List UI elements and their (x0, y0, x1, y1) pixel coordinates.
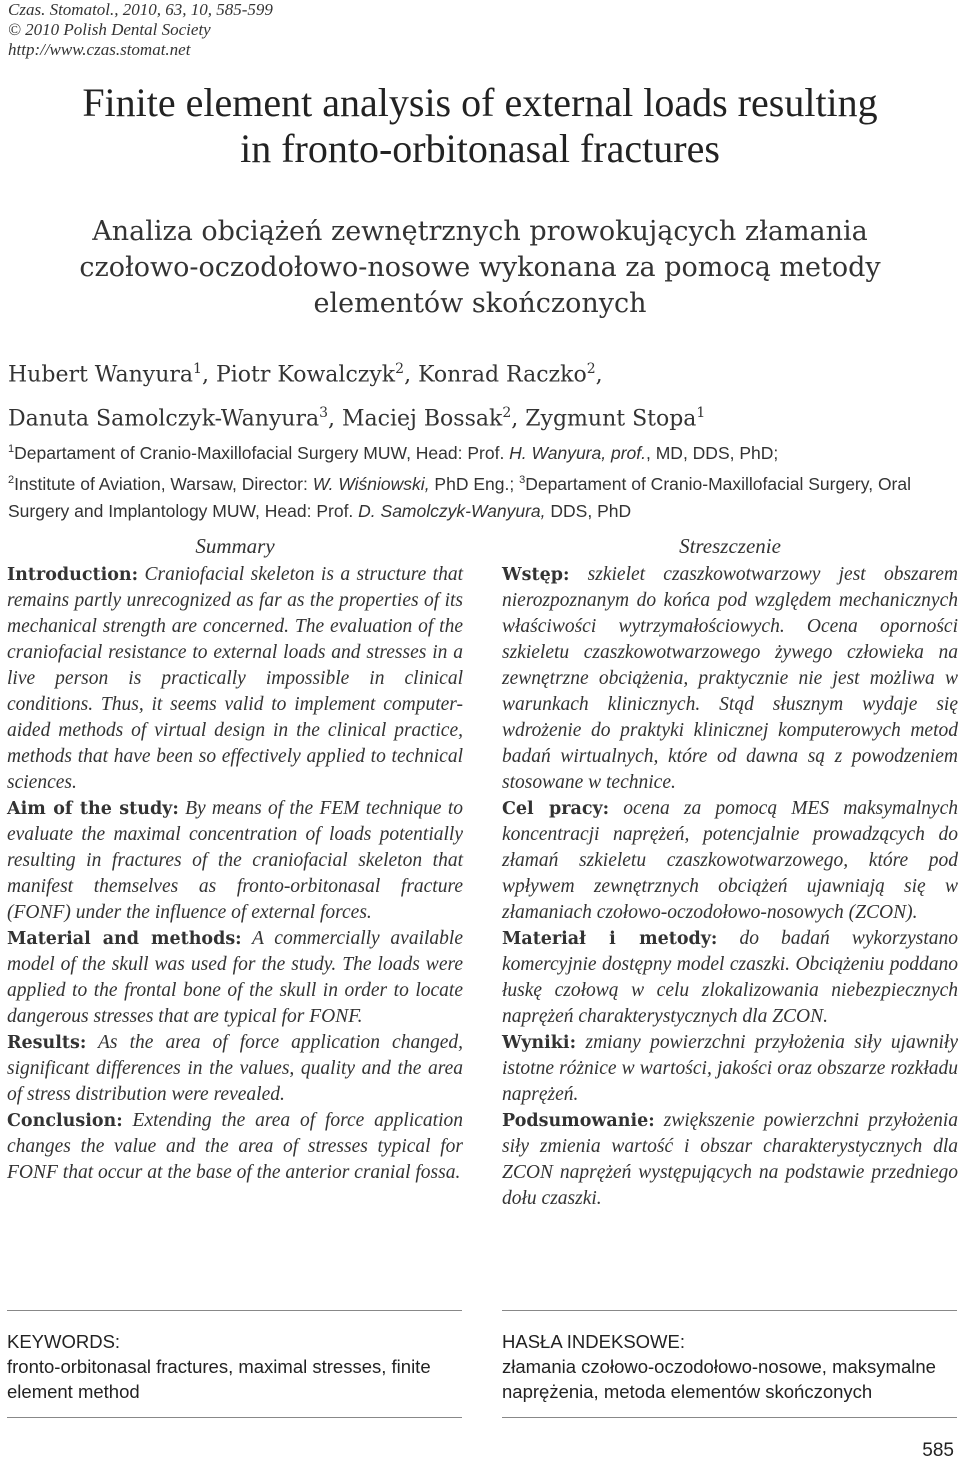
summary-methods (7, 926, 463, 1030)
streszczenie-wyniki (502, 1030, 958, 1108)
journal-citation: Czas. Stomatol., 2010, 63, 10, 585-599 (8, 0, 273, 19)
affiliation-number: 1 (8, 443, 15, 455)
journal-header (8, 0, 273, 60)
affiliation-number: 3 (519, 473, 526, 486)
section-text: By means of the FEM technique to evaluate the maximal concentration of loads potentially resulting in fractures of the craniofacial skeleton that manifest themselves as fronto-orbitonasal fracture (FONF) under the influence of external forces. (7, 798, 464, 923)
streszczenie-heading: Streszczenie (679, 534, 781, 558)
title-pl-line-3: elementów skończonych (313, 288, 647, 319)
keywords-label: KEYWORDS: (7, 1331, 121, 1352)
journal-copyright: © 2010 Polish Dental Society (8, 20, 211, 39)
affiliation-text: Departament of Cranio-Maxillofacial Surgery, Oral Surgery and Implantology MUW, Head: Prof. (8, 473, 911, 521)
section-text: zwiększenie powierzchni przyłożenia siły zmienia wartość i obszar charakterystycznych dla ZCON naprężeń występujących na podstawie przedniego dołu czaszki. (502, 1110, 958, 1209)
keywords-bottom-divider (7, 1417, 462, 1418)
affiliation-text: Institute of Aviation, Warsaw, Director: (14, 473, 313, 494)
section-label: Conclusion: (7, 1111, 123, 1131)
hasla-block (502, 1329, 960, 1404)
author-name: Zygmunt Stopa (525, 406, 697, 432)
page-number: 585 (922, 1440, 954, 1461)
summary-results (7, 1030, 463, 1108)
section-text: do badań wykorzystano komercyjnie dostępny model czaszki. Obciążeniu poddano łuskę czołową w celu zlokalizowania niebezpiecznych naprężeń charakterystycznych dla ZCON. (502, 928, 958, 1027)
affiliation-number: 2 (8, 473, 15, 486)
streszczenie-cel (502, 796, 958, 926)
summary-heading: Summary (195, 534, 275, 558)
section-text: Craniofacial skeleton is a structure that remains partly unrecognized as far as the properties of its mechanical strength are concerned. The evaluation of the craniofacial resistance to external loads and stresses in a live person is practically impossible in clinical conditions. Thus, it seems valid to implement computer-aided methods of virtual design in the clinical practice, methods that have been so effectively applied to technical sciences. (7, 564, 463, 793)
section-label: Cel pracy: (502, 799, 610, 819)
keywords-block (7, 1329, 467, 1404)
section-label: Results: (7, 1033, 87, 1053)
author-affiliation-mark: 1 (696, 405, 706, 422)
summary-conclusion (7, 1108, 463, 1186)
author-affiliation-mark: 3 (319, 405, 329, 422)
streszczenie-wstep (502, 562, 958, 796)
affiliation-degree: , MD, DDS, PhD; (646, 442, 779, 463)
affiliation-text: Departament of Cranio-Maxillofacial Surgery MUW, Head: Prof. (14, 442, 510, 463)
article-title-english (0, 80, 960, 172)
section-text: A commercially available model of the skull was used for the study. The loads were applied to the frontal bone of the skull in order to locate dangerous stresses that are typical for FONF. (7, 928, 463, 1027)
section-label: Aim of the study: (7, 799, 179, 819)
section-text: zmiany powierzchni przyłożenia siły ujawniły istotne różnice w wartości, jakości oraz obszarze rozkładu naprężeń. (502, 1032, 958, 1105)
section-text: ocena za pomocą MES maksymalnych koncentracji naprężeń, potencjalnie prowadzących do złamań szkieletu czaszkowotwarzowego, które pod wpływem zewnętrznych obciążeń ujawniają się w złamaniach czołowo-oczodołowo-nosowych (ZCON). (502, 798, 958, 923)
author-name: Konrad Raczko (418, 362, 587, 388)
title-pl-line-1: Analiza obciążeń zewnętrznych prowokujących złamania (92, 216, 868, 247)
author-name: Maciej Bossak (342, 406, 503, 432)
author-affiliation-mark: 2 (586, 361, 596, 377)
summary-aim (7, 796, 463, 926)
hasla-bottom-divider (502, 1417, 957, 1418)
hasla-text: złamania czołowo-oczodołowo-nosowe, maksymalne naprężenia, metoda elementów skończonych (502, 1356, 936, 1402)
author-list: Hubert Wanyura$^1$, Piotr Kowalczyk$^2$, Konrad Raczko$^2$, Danuta Samolczyk-Wanyura$^3$, Maciej Bossak$^2$, Zygmunt Stopa$^1$ (8, 361, 706, 432)
keywords-text: fronto-orbitonasal fractures, maximal stresses, finite element method (7, 1356, 431, 1402)
streszczenie-podsumowanie (502, 1108, 958, 1212)
author-affiliation-mark: 2 (502, 405, 512, 422)
section-label: Introduction: (7, 565, 139, 585)
section-label: Wyniki: (502, 1033, 577, 1053)
affiliation-head: D. Samolczyk-Wanyura, (358, 500, 546, 521)
hasla-label: HASŁA INDEKSOWE: (502, 1331, 685, 1352)
section-label: Materiał i metody: (502, 929, 718, 949)
author-affiliation-mark: 2 (395, 361, 405, 377)
summary-introduction (7, 562, 463, 796)
title-en-line-2: in fronto-orbitonasal fractures (240, 126, 720, 171)
section-label: Wstęp: (502, 565, 570, 585)
title-pl-line-2: czołowo-oczodołowo-nosowe wykonana za pomocą metody (79, 252, 881, 283)
author-affiliation-mark: 1 (193, 361, 202, 377)
affiliation-head: H. Wanyura, prof. (509, 442, 646, 463)
hasla-top-divider (502, 1310, 957, 1311)
section-text: Extending the area of force application changes the value and the area of stresses typical for FONF that occur at the base of the anterior cranial fossa. (7, 1110, 463, 1183)
author-name: Piotr Kowalczyk (215, 362, 396, 388)
article-title-polish (0, 214, 960, 322)
keywords-top-divider (7, 1310, 462, 1311)
affiliation-head: W. Wiśniowski, (312, 473, 430, 494)
section-text: szkielet czaszkowotwarzowy jest obszarem nierozpoznanym do końca pod względem mechanicznych właściwości wytrzymałościowych. Ocena oporności szkieletu czaszkowotwarzowego żywego człowieka na zewnętrzne obciążenia, praktycznie nie jest możliwa w warunkach klinicznych. Stąd słusznym wydaje się wdrożenie do praktyki klinicznej komputerowych metod badań wirtualnych, które od dawna są z powodzeniem stosowane w technice. (502, 564, 958, 793)
summary-column (7, 532, 463, 1186)
author-name: Danuta Samolczyk-Wanyura (8, 406, 320, 432)
affiliation-degree: PhD Eng. (429, 473, 510, 494)
journal-url[interactable]: http://www.czas.stomat.net (8, 40, 191, 59)
streszczenie-column (502, 532, 958, 1212)
section-text: As the area of force application changed, significant differences in the values, quality and the area of stress distribution were revealed. (7, 1032, 463, 1105)
section-label: Podsumowanie: (502, 1111, 655, 1131)
affiliation-degree: DDS, PhD (545, 500, 632, 521)
affiliations: $^1$Departament of Cranio-Maxillofacial Surgery MUW, Head: Prof. H. Wanyura, prof., MD, DDS, PhD; $^2$Institute of Aviation, Warsaw, Director: W. Wiśniowski, PhD Eng.; $^3$Departament of Cranio-Maxillofacial Surgery, Oral Surgery and Implantology MUW, Head: Prof. D. Samolczyk-Wanyura, DDS, PhD (8, 442, 911, 521)
section-label: Material and methods: (7, 929, 242, 949)
author-name: Hubert Wanyura (8, 362, 194, 388)
streszczenie-metody (502, 926, 958, 1030)
title-en-line-1: Finite element analysis of external loads resulting (82, 80, 878, 125)
